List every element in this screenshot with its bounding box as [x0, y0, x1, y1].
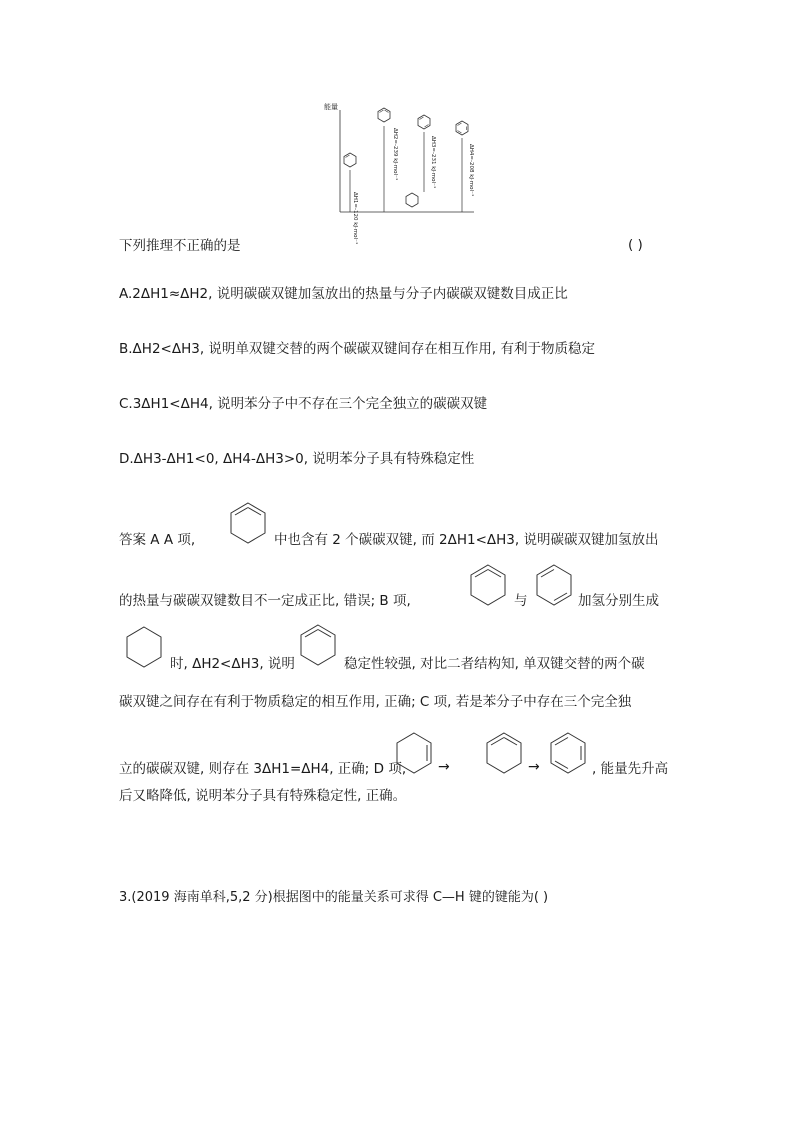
- option-a: A.2ΔH1≈ΔH2, 说明碳碳双键加氢放出的热量与分子内碳碳双键数目成正比: [119, 286, 568, 302]
- option-b: B.ΔH2<ΔH3, 说明单双键交替的两个碳碳双键间存在相互作用, 有利于物质稳定: [119, 341, 595, 357]
- cyclohexadiene-b-icon: [534, 562, 574, 608]
- benzene-icon: [548, 730, 588, 776]
- answer-line-1b: 中也含有 2 个碳碳双键, 而 2ΔH1<ΔH3, 说明碳碳双键加氢放出: [274, 532, 659, 548]
- cyclohexadiene-c-icon: [298, 622, 338, 668]
- cyclohexadiene-icon: [228, 500, 268, 546]
- answer-line-5b: , 能量先升高: [592, 761, 669, 777]
- answer-line-2b: 与: [514, 593, 528, 609]
- arrow-1: →: [438, 759, 450, 775]
- answer-line-5a: 立的碳碳双键, 则存在 3ΔH1=ΔH4, 正确; D 项,: [119, 761, 407, 777]
- answer-line-4: 碳双键之间存在有利于物质稳定的相互作用, 正确; C 项, 若是苯分子中存在三个完全独: [119, 694, 632, 710]
- energy-diagram-svg: [324, 100, 484, 216]
- cyclohexadiene-a-icon: [468, 562, 508, 608]
- answer-line-3b: 稳定性较强, 对比二者结构知, 单双键交替的两个碳: [344, 656, 645, 672]
- next-question: 3.(2019 海南单科,5,2 分)根据图中的能量关系可求得 C—H 键的键能为( ): [119, 890, 549, 905]
- cyclohexane-icon: [124, 624, 164, 670]
- y-axis-label: 能量: [324, 103, 338, 111]
- cyclohexadiene-icon: [378, 108, 390, 122]
- energy-diagram: [324, 100, 484, 245]
- cyclohexadiene-2-icon: [418, 115, 430, 129]
- cyclohexene-icon: [344, 153, 356, 167]
- option-c: C.3ΔH1<ΔH4, 说明苯分子中不存在三个完全独立的碳碳双键: [119, 396, 488, 412]
- option-d: D.ΔH3-ΔH1<0, ΔH4-ΔH3>0, 说明苯分子具有特殊稳定性: [119, 451, 475, 467]
- dh4-label: ΔH4=-208 kJ·mol⁻¹: [468, 144, 474, 197]
- dh3-label: ΔH3=-231 kJ·mol⁻¹: [430, 136, 436, 189]
- answer-line-6: 后又略降低, 说明苯分子具有特殊稳定性, 正确。: [119, 788, 407, 804]
- benzene-icon: [456, 121, 468, 135]
- cyclohexene-icon: [394, 730, 434, 776]
- answer-line-3a: 时, ΔH2<ΔH3, 说明: [170, 656, 295, 672]
- cyclohexane-icon: [406, 193, 418, 207]
- question-stem: 下列推理不正确的是: [119, 238, 241, 254]
- answer-line-2c: 加氢分别生成: [578, 593, 659, 609]
- answer-line-1a: 答案 A A 项,: [119, 532, 196, 548]
- cyclohexadiene-d-icon: [484, 730, 524, 776]
- answer-bracket: ( ): [628, 237, 643, 253]
- arrow-2: →: [528, 759, 540, 775]
- dh1-label: ΔH1=-120 kJ·mol⁻¹: [352, 192, 358, 245]
- dh2-label: ΔH2=-239 kJ·mol⁻¹: [392, 128, 398, 181]
- answer-line-2a: 的热量与碳碳双键数目不一定成正比, 错误; B 项,: [119, 593, 411, 609]
